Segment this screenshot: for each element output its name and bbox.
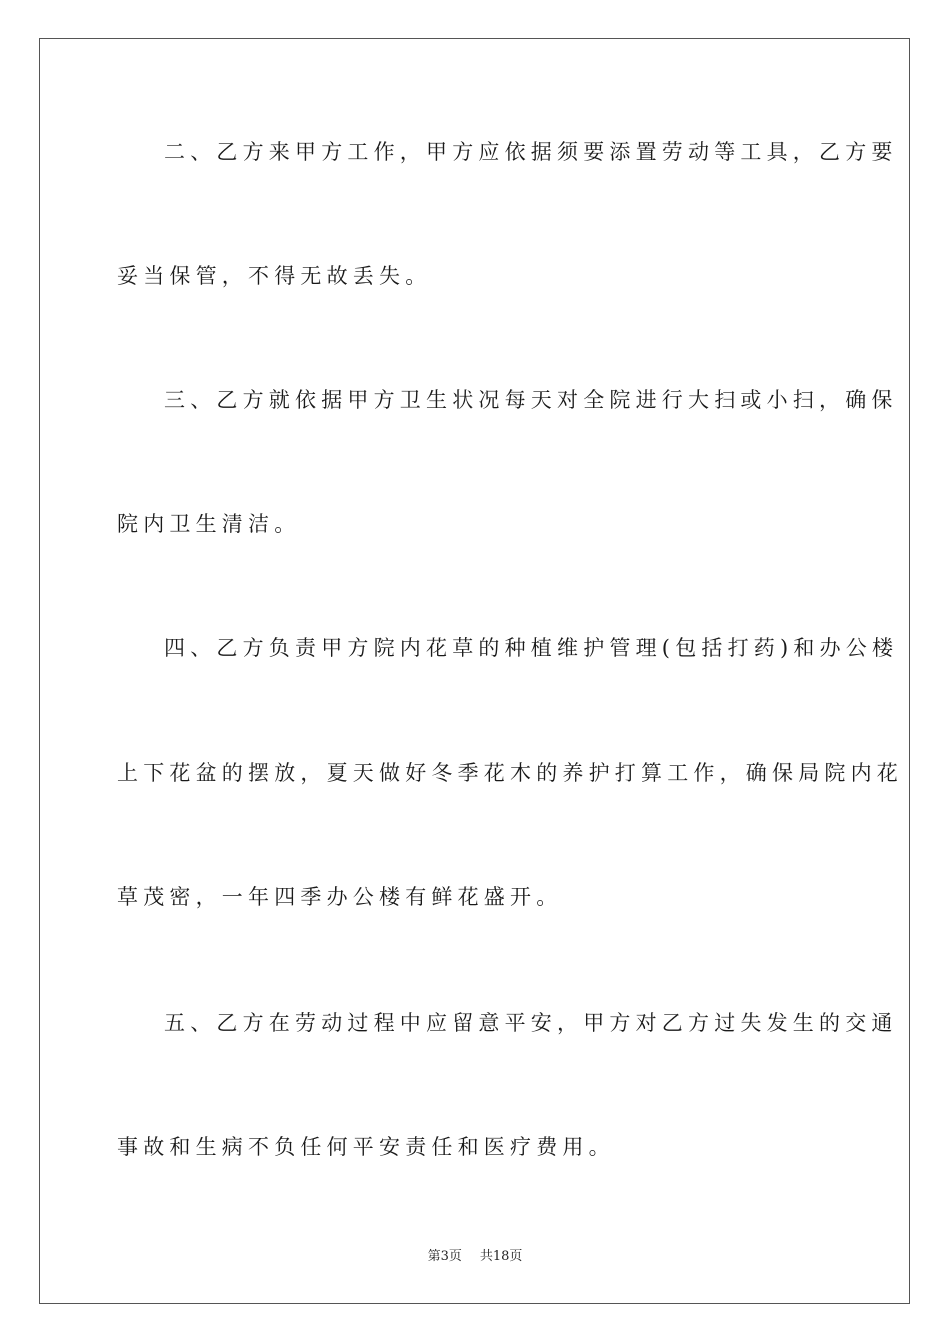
- paragraph-2-line-2: 妥当保管，不得无故丢失。: [117, 264, 432, 288]
- page-border: [39, 38, 910, 1304]
- paragraph-4-line-2: 上下花盆的摆放，夏天做好冬季花木的养护打算工作，确保局院内花: [117, 761, 903, 785]
- paragraph-5-line-1: 五、乙方在劳动过程中应留意平安，甲方对乙方过失发生的交通: [164, 1011, 898, 1035]
- page-number: 第3页: [427, 1249, 462, 1264]
- paragraph-4-line-1: 四、乙方负责甲方院内花草的种植维护管理(包括打药)和办公楼: [164, 636, 899, 660]
- paragraph-5-line-2: 事故和生病不负任何平安责任和医疗费用。: [117, 1135, 615, 1159]
- page-footer: [0, 1248, 950, 1266]
- paragraph-3-line-2: 院内卫生清洁。: [117, 512, 301, 536]
- paragraph-3-line-1: 三、乙方就依据甲方卫生状况每天对全院进行大扫或小扫，确保: [164, 388, 898, 412]
- paragraph-4-line-3: 草茂密，一年四季办公楼有鲜花盛开。: [117, 885, 563, 909]
- paragraph-2-line-1: 二、乙方来甲方工作，甲方应依据须要添置劳动等工具，乙方要: [164, 140, 898, 164]
- page-total: 共18页: [479, 1249, 523, 1264]
